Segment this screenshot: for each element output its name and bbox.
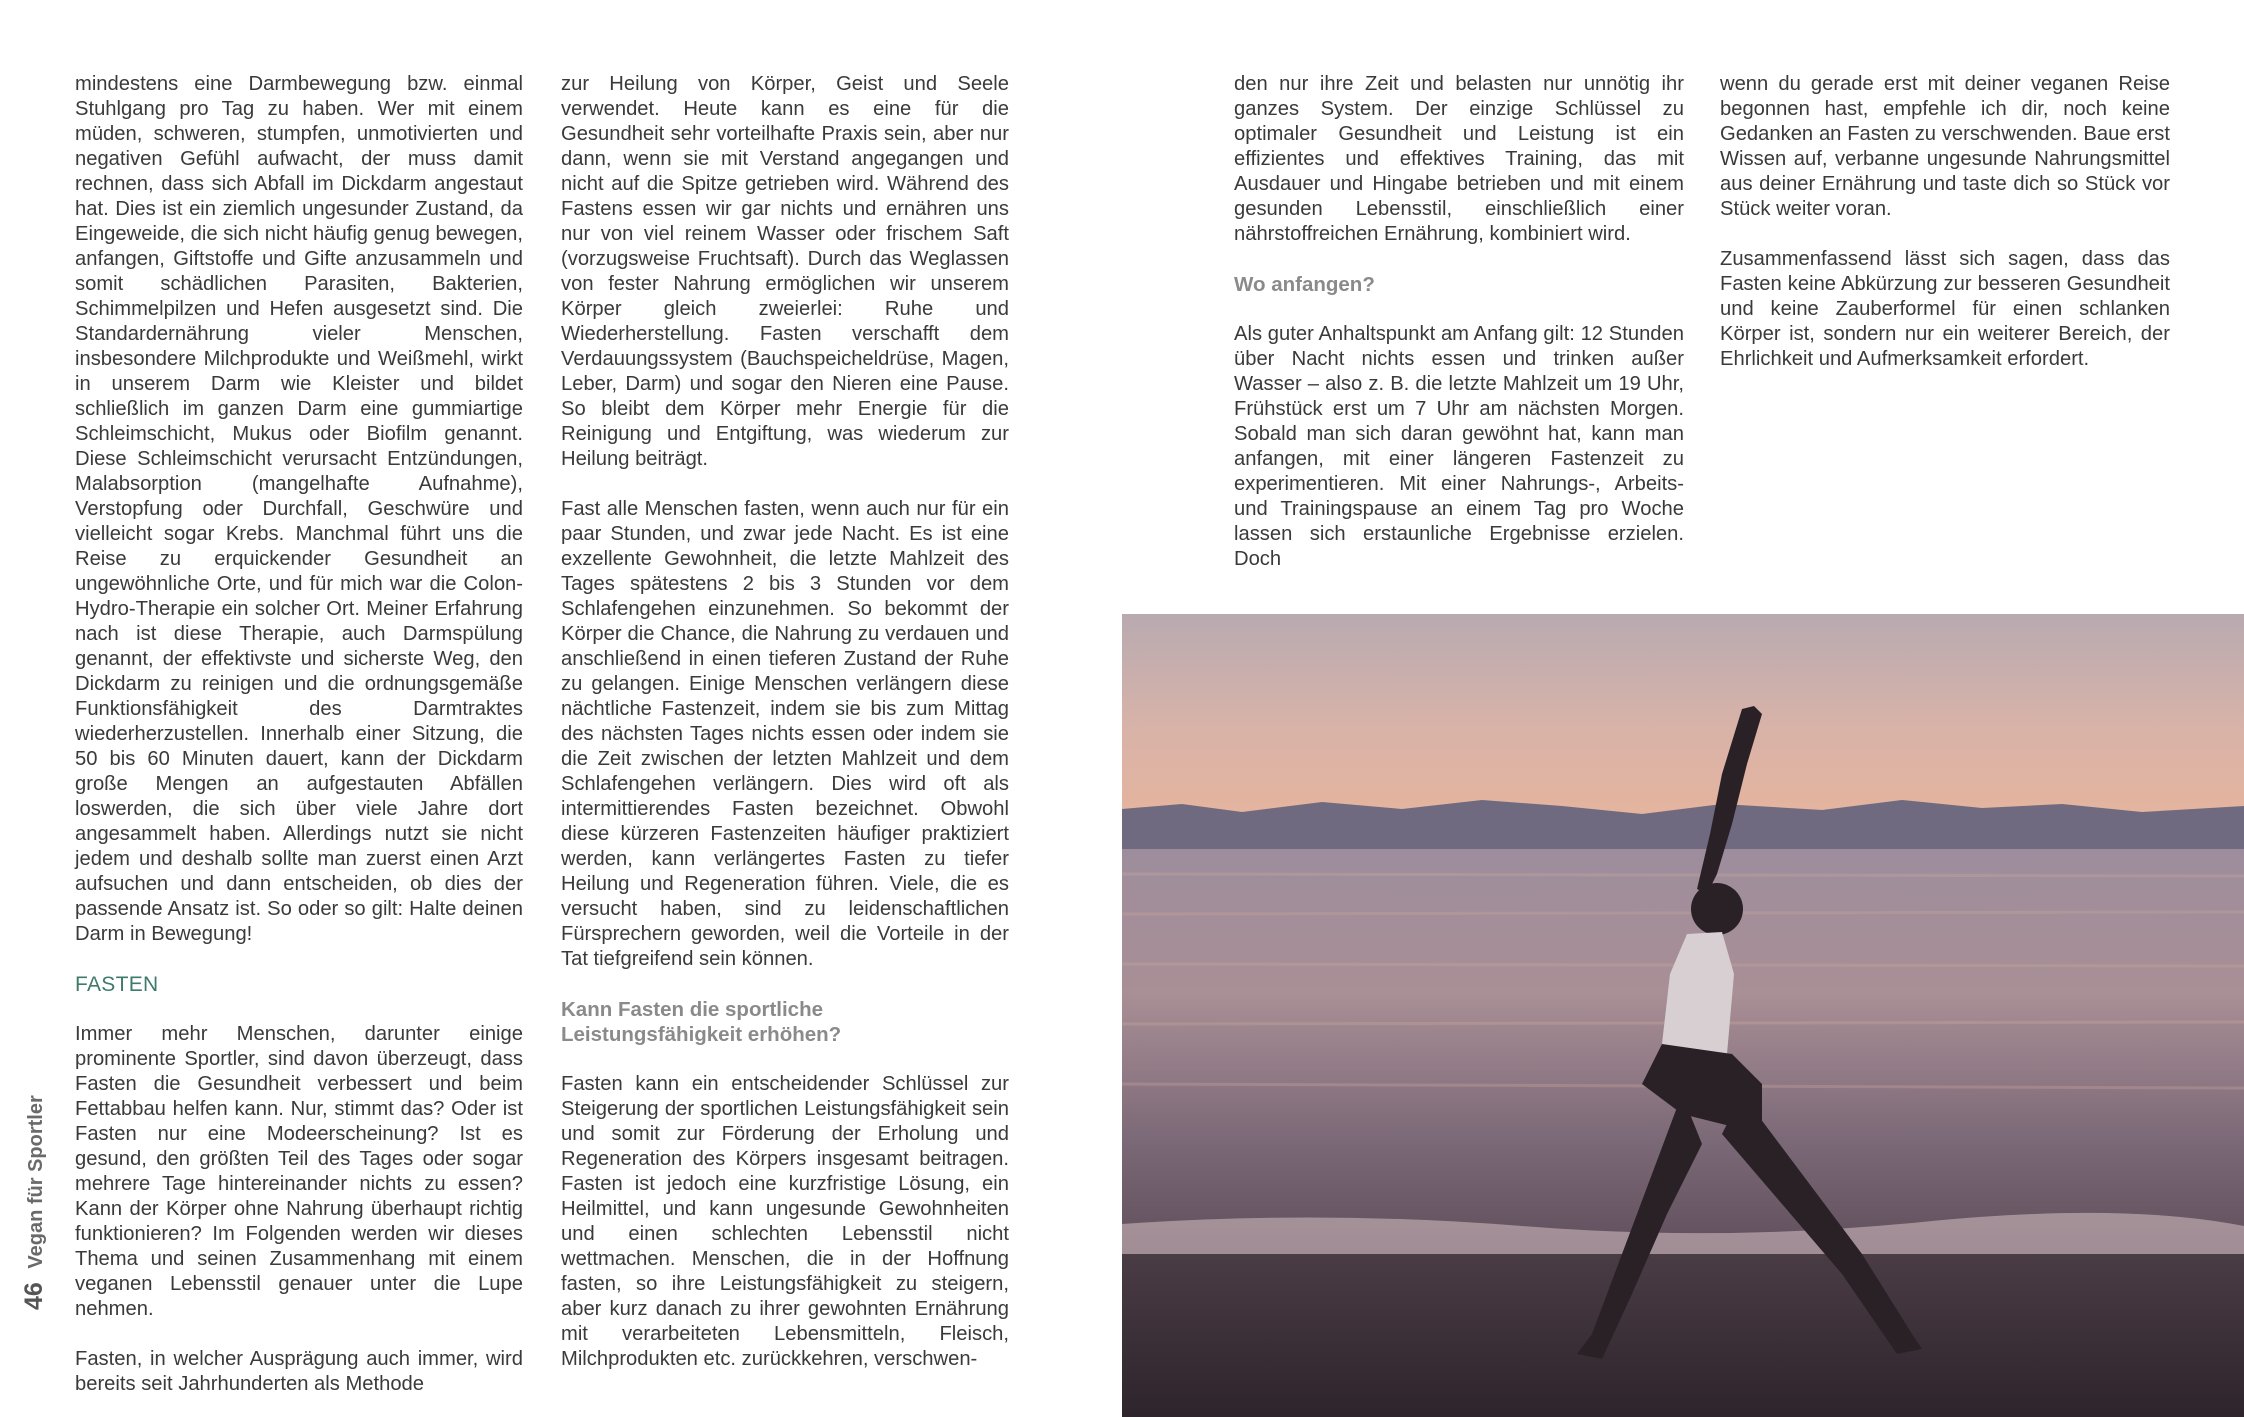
paragraph: mindestens eine Darmbewegung bzw. einmal Stuhlgang pro Tag zu haben. Wer mit einem müden, schweren, stumpfen, unmotivierten und negativen Gefühl aufwacht, der muss damit rechnen, dass sich Abfall im Dickdarm angestaut hat. Dies ist ein ziemlich ungesunder Zustand, da Eingeweide, die sich nicht häufig genug bewegen, anfangen, Giftstoffe und Gifte anzusammeln und somit schädlichen Parasiten, Bakterien, Schimmelpilzen und Hefen ausgesetzt sind. Die Standardernährung vieler Menschen, insbesondere Milchprodukte und Weißmehl, wirkt in unserem Darm wie Kleister und bildet schließlich im ganzen Darm eine gummiartige Schleimschicht, Mukus oder Biofilm genannt. Diese Schleimschicht verursacht Entzündungen, Malabsorption (mangelhafte Aufnahme), Verstopfung oder Durchfall, Geschwüre und vielleicht sogar Krebs. Manchmal führt uns die Reise zu erquickender Gesundheit an ungewöhnliche Orte, und für mich war die Colon-Hydro-Therapie ein solcher Ort. Meiner Erfahrung nach ist diese Therapie, auch Darmspülung genannt, der effektivste und sicherste Weg, den Dickdarm zu reinigen und die ordnungsgemäße Funktionsfähigkeit des Darmtraktes wiederherzustellen. Innerhalb einer Sitzung, die 50 bis 60 Minuten dauert, kann der Dickdarm große Mengen an aufgestauten Abfällen loswerden, die sich über viele Jahre dort angesammelt haben. Allerdings nutzt sie nicht jedem und deshalb sollte man zuerst einen Arzt aufsuchen und dann entscheiden, ob dies der passende Ansatz ist. So oder so gilt: Halte deinen Darm in Bewegung!: [75, 73, 523, 945]
yoga-beach-photo: [1122, 614, 2244, 1417]
text-column-4: [1720, 72, 2170, 372]
paragraph: Fasten, in welcher Ausprägung auch immer, wird bereits seit Jahrhunderten als Methode: [75, 1348, 523, 1395]
section-heading-fasten: FASTEN: [75, 973, 159, 996]
page-footer-label: [20, 1095, 49, 1310]
page-number: 46: [20, 1282, 48, 1310]
text-column-1: [75, 72, 523, 1397]
paragraph: Zusammenfassend lässt sich sagen, dass das Fasten keine Abkürzung zur besseren Gesundheit und keine Zauberformel für einen schlanken Körper ist, sondern nur ein weiterer Bereich, der Ehrlichkeit und Aufmerksamkeit erfordert.: [1720, 248, 2170, 370]
paragraph: den nur ihre Zeit und belasten nur unnötig ihr ganzes System. Der einzige Schlüssel zu optimaler Gesundheit und Leistung ist ein effizientes und effektives Training, das mit Ausdauer und Hingabe betrieben und mit einem gesunden Lebensstil, einschließlich einer nährstoffreichen Ernährung, kombiniert wird.: [1234, 73, 1684, 245]
sand: [1122, 1254, 2244, 1417]
paragraph: Immer mehr Menschen, darunter einige prominente Sportler, sind davon überzeugt, dass Fasten die Gesundheit verbessert und beim Fettabbau helfen kann. Nur, stimmt das? Oder ist Fasten nur eine Modeerscheinung? Ist es gesund, den größten Teil des Tages oder sogar mehrere Tage hintereinander nichts zu essen? Kann der Körper ohne Nahrung überhaupt richtig funktionieren? Im Folgenden werden wir dieses Thema und seinen Zusammenhang mit einem veganen Lebensstil genauer unter die Lupe nehmen.: [75, 1023, 523, 1320]
book-title: Vegan für Sportler: [25, 1095, 47, 1269]
subheading-where-to-start: Wo anfangen?: [1234, 273, 1375, 296]
paragraph: zur Heilung von Körper, Geist und Seele verwendet. Heute kann es eine für die Gesundheit sehr vorteilhafte Praxis sein, aber nur dann, wenn sie mit Verstand angegangen und nicht auf die Spitze getrieben wird. Während des Fastens essen wir gar nichts und ernähren uns nur von viel reinem Wasser oder frischem Saft (vorzugsweise Fruchtsaft). Durch das Weglassen von fester Nahrung ermöglichen wir unserem Körper gleich zweierlei: Ruhe und Wiederherstellung. Fasten verschafft dem Verdauungssystem (Bauchspeicheldrüse, Magen, Leber, Darm) und sogar den Nieren eine Pause. So bleibt dem Körper mehr Energie für die Reinigung und Entgiftung, was wiederum zur Heilung beiträgt.: [561, 73, 1009, 470]
paragraph: Als guter Anhaltspunkt am Anfang gilt: 12 Stunden über Nacht nichts essen und trinken außer Wasser – also z. B. die letzte Mahlzeit um 19 Uhr, Frühstück erst um 7 Uhr am nächsten Morgen. Sobald man sich daran gewöhnt hat, kann man anfangen, mit einer längeren Fastenzeit zu experimentieren. Mit einer Nahrungs-, Arbeits- und Trainingspause an einem Tag pro Woche lassen sich erstaunliche Ergebnisse erzielen. Doch: [1234, 323, 1684, 570]
text-column-2: [561, 72, 1009, 1372]
paragraph: wenn du gerade erst mit deiner veganen Reise begonnen hast, empfehle ich dir, noch keine Gedanken an Fasten zu verschwenden. Baue erst Wissen auf, verbanne ungesunde Nahrungsmittel aus deiner Ernährung und taste dich so Stück vor Stück weiter voran.: [1720, 73, 2170, 220]
paragraph: Fasten kann ein entscheidender Schlüssel zur Steigerung der sportlichen Leistungsfähigkeit sein und somit zur Förderung der Erholung und Regeneration des Körpers insgesamt beitragen. Fasten ist jedoch eine kurzfristige Lösung, ein Heilmittel, und kann ungesunde Gewohnheiten und einen schlechten Lebensstil nicht wettmachen. Menschen, die in der Hoffnung fasten, so ihre Leistungsfähigkeit zu steigern, aber kurz danach zu ihrer gewohnten Ernährung mit verarbeiteten Lebensmitteln, Fleisch, Milchprodukten etc. zurückkehren, verschwen-: [561, 1073, 1009, 1370]
subheading-performance: Kann Fasten die sportliche Leistungsfähigkeit erhöhen?: [561, 998, 842, 1046]
paragraph: Fast alle Menschen fasten, wenn auch nur für ein paar Stunden, und zwar jede Nacht. Es ist eine exzellente Gewohnheit, die letzte Mahlzeit des Tages spätestens 2 bis 3 Stunden vor dem Schlafengehen einzunehmen. So bekommt der Körper die Chance, die Nahrung zu verdauen und anschließend in einen tieferen Zustand der Ruhe zu gelangen. Einige Menschen verlängern diese nächtliche Fastenzeit, indem sie bis zum Mittag des nächsten Tages nichts essen oder indem sie die Zeit zwischen der letzten Mahlzeit und dem Schlafengehen verlängern. Dies wird oft als intermittierendes Fasten bezeichnet. Obwohl diese kürzeren Fastenzeiten häufiger praktiziert werden, kann verlängertes Fasten zu tiefer Heilung und Regeneration führen. Viele, die es versucht haben, sind zu leidenschaftlichen Fürsprechern geworden, weil die Vorteile in der Tat tiefgreifend sein können.: [561, 498, 1009, 970]
text-column-3: [1234, 72, 1684, 572]
